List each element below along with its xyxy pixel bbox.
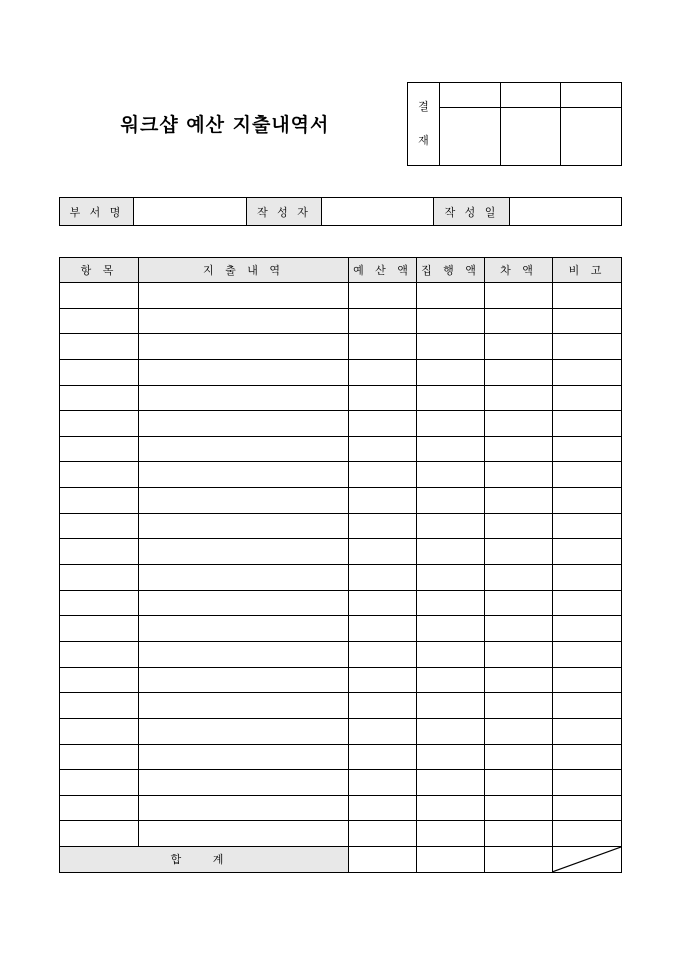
details-cell[interactable] bbox=[139, 770, 349, 796]
table-row bbox=[60, 693, 622, 719]
table-row bbox=[60, 718, 622, 744]
author-label: 작 성 자 bbox=[247, 198, 322, 226]
remarks-cell[interactable] bbox=[553, 693, 622, 719]
header-item: 항 목 bbox=[60, 258, 139, 283]
budget-cell[interactable] bbox=[349, 565, 417, 591]
remarks-cell[interactable] bbox=[553, 744, 622, 770]
difference-cell[interactable] bbox=[485, 308, 553, 334]
dept-label: 부 서 명 bbox=[60, 198, 134, 226]
details-cell[interactable] bbox=[139, 821, 349, 847]
executed-cell[interactable] bbox=[417, 462, 485, 488]
item-cell[interactable] bbox=[60, 334, 139, 360]
remarks-cell[interactable] bbox=[553, 821, 622, 847]
executed-cell[interactable] bbox=[417, 718, 485, 744]
budget-cell[interactable] bbox=[349, 411, 417, 437]
header-details: 지 출 내 역 bbox=[139, 258, 349, 283]
details-cell[interactable] bbox=[139, 308, 349, 334]
executed-cell[interactable] bbox=[417, 667, 485, 693]
table-row bbox=[60, 385, 622, 411]
executed-cell[interactable] bbox=[417, 488, 485, 514]
budget-cell[interactable] bbox=[349, 488, 417, 514]
approval-sign-2[interactable] bbox=[500, 108, 561, 166]
difference-cell[interactable] bbox=[485, 359, 553, 385]
remarks-cell[interactable] bbox=[553, 513, 622, 539]
approval-sign-1[interactable] bbox=[440, 108, 501, 166]
difference-cell[interactable] bbox=[485, 283, 553, 309]
budget-cell[interactable] bbox=[349, 334, 417, 360]
difference-cell[interactable] bbox=[485, 821, 553, 847]
table-row bbox=[60, 462, 622, 488]
remarks-cell[interactable] bbox=[553, 462, 622, 488]
total-difference[interactable] bbox=[485, 847, 553, 873]
remarks-cell[interactable] bbox=[553, 590, 622, 616]
remarks-cell[interactable] bbox=[553, 795, 622, 821]
details-cell[interactable] bbox=[139, 411, 349, 437]
difference-cell[interactable] bbox=[485, 488, 553, 514]
budget-cell[interactable] bbox=[349, 821, 417, 847]
executed-cell[interactable] bbox=[417, 565, 485, 591]
item-cell[interactable] bbox=[60, 385, 139, 411]
remarks-cell[interactable] bbox=[553, 359, 622, 385]
difference-cell[interactable] bbox=[485, 616, 553, 642]
details-cell[interactable] bbox=[139, 539, 349, 565]
item-cell[interactable] bbox=[60, 283, 139, 309]
executed-cell[interactable] bbox=[417, 436, 485, 462]
table-row bbox=[60, 795, 622, 821]
table-row bbox=[60, 334, 622, 360]
difference-cell[interactable] bbox=[485, 641, 553, 667]
budget-cell[interactable] bbox=[349, 359, 417, 385]
budget-cell[interactable] bbox=[349, 308, 417, 334]
details-cell[interactable] bbox=[139, 795, 349, 821]
budget-cell[interactable] bbox=[349, 283, 417, 309]
difference-cell[interactable] bbox=[485, 770, 553, 796]
difference-cell[interactable] bbox=[485, 539, 553, 565]
item-cell[interactable] bbox=[60, 641, 139, 667]
details-cell[interactable] bbox=[139, 744, 349, 770]
remarks-cell[interactable] bbox=[553, 718, 622, 744]
table-row bbox=[60, 616, 622, 642]
budget-cell[interactable] bbox=[349, 641, 417, 667]
difference-cell[interactable] bbox=[485, 795, 553, 821]
remarks-cell[interactable] bbox=[553, 411, 622, 437]
difference-cell[interactable] bbox=[485, 411, 553, 437]
item-cell[interactable] bbox=[60, 693, 139, 719]
remarks-cell[interactable] bbox=[553, 308, 622, 334]
table-row bbox=[60, 488, 622, 514]
approval-label bbox=[408, 83, 440, 166]
author-field[interactable] bbox=[322, 198, 434, 226]
executed-cell[interactable] bbox=[417, 795, 485, 821]
details-cell[interactable] bbox=[139, 565, 349, 591]
approval-header-2[interactable] bbox=[500, 83, 561, 108]
item-cell[interactable] bbox=[60, 411, 139, 437]
difference-cell[interactable] bbox=[485, 462, 553, 488]
details-cell[interactable] bbox=[139, 359, 349, 385]
executed-cell[interactable] bbox=[417, 693, 485, 719]
details-cell[interactable] bbox=[139, 283, 349, 309]
approval-label-2: 재 bbox=[418, 134, 429, 147]
item-cell[interactable] bbox=[60, 795, 139, 821]
details-cell[interactable] bbox=[139, 693, 349, 719]
item-cell[interactable] bbox=[60, 590, 139, 616]
table-row bbox=[60, 565, 622, 591]
item-cell[interactable] bbox=[60, 667, 139, 693]
budget-cell[interactable] bbox=[349, 616, 417, 642]
header-difference: 차 액 bbox=[485, 258, 553, 283]
difference-cell[interactable] bbox=[485, 385, 553, 411]
budget-cell[interactable] bbox=[349, 436, 417, 462]
budget-cell[interactable] bbox=[349, 718, 417, 744]
budget-cell[interactable] bbox=[349, 770, 417, 796]
budget-cell[interactable] bbox=[349, 744, 417, 770]
details-cell[interactable] bbox=[139, 462, 349, 488]
details-cell[interactable] bbox=[139, 667, 349, 693]
executed-cell[interactable] bbox=[417, 641, 485, 667]
item-cell[interactable] bbox=[60, 359, 139, 385]
table-row bbox=[60, 770, 622, 796]
executed-cell[interactable] bbox=[417, 283, 485, 309]
table-row bbox=[60, 744, 622, 770]
dept-field[interactable] bbox=[134, 198, 247, 226]
difference-cell[interactable] bbox=[485, 436, 553, 462]
budget-cell[interactable] bbox=[349, 667, 417, 693]
remarks-cell[interactable] bbox=[553, 334, 622, 360]
item-cell[interactable] bbox=[60, 488, 139, 514]
approval-header-3[interactable] bbox=[561, 83, 622, 108]
executed-cell[interactable] bbox=[417, 770, 485, 796]
budget-cell[interactable] bbox=[349, 539, 417, 565]
header-remarks: 비 고 bbox=[553, 258, 622, 283]
remarks-cell[interactable] bbox=[553, 770, 622, 796]
executed-cell[interactable] bbox=[417, 539, 485, 565]
budget-cell[interactable] bbox=[349, 693, 417, 719]
executed-cell[interactable] bbox=[417, 616, 485, 642]
details-cell[interactable] bbox=[139, 513, 349, 539]
item-cell[interactable] bbox=[60, 744, 139, 770]
table-row bbox=[60, 283, 622, 309]
item-cell[interactable] bbox=[60, 513, 139, 539]
item-cell[interactable] bbox=[60, 821, 139, 847]
budget-cell[interactable] bbox=[349, 590, 417, 616]
details-cell[interactable] bbox=[139, 641, 349, 667]
header-budget: 예 산 액 bbox=[349, 258, 417, 283]
document-title: 워크샵 예산 지출내역서 bbox=[120, 114, 330, 136]
table-row bbox=[60, 590, 622, 616]
item-cell[interactable] bbox=[60, 770, 139, 796]
difference-cell[interactable] bbox=[485, 718, 553, 744]
executed-cell[interactable] bbox=[417, 590, 485, 616]
budget-cell[interactable] bbox=[349, 462, 417, 488]
details-cell[interactable] bbox=[139, 590, 349, 616]
total-remarks-slash bbox=[553, 847, 622, 873]
remarks-cell[interactable] bbox=[553, 565, 622, 591]
executed-cell[interactable] bbox=[417, 334, 485, 360]
difference-cell[interactable] bbox=[485, 513, 553, 539]
remarks-cell[interactable] bbox=[553, 488, 622, 514]
table-row bbox=[60, 641, 622, 667]
remarks-cell[interactable] bbox=[553, 385, 622, 411]
header-executed: 집 행 액 bbox=[417, 258, 485, 283]
date-label: 작 성 일 bbox=[434, 198, 510, 226]
approval-box bbox=[407, 82, 622, 166]
expense-table bbox=[59, 257, 622, 873]
item-cell[interactable] bbox=[60, 308, 139, 334]
details-cell[interactable] bbox=[139, 334, 349, 360]
details-cell[interactable] bbox=[139, 718, 349, 744]
item-cell[interactable] bbox=[60, 539, 139, 565]
difference-cell[interactable] bbox=[485, 590, 553, 616]
table-row bbox=[60, 436, 622, 462]
remarks-cell[interactable] bbox=[553, 667, 622, 693]
executed-cell[interactable] bbox=[417, 308, 485, 334]
executed-cell[interactable] bbox=[417, 385, 485, 411]
table-row bbox=[60, 513, 622, 539]
table-row bbox=[60, 359, 622, 385]
item-cell[interactable] bbox=[60, 616, 139, 642]
total-budget[interactable] bbox=[349, 847, 417, 873]
details-cell[interactable] bbox=[139, 488, 349, 514]
budget-cell[interactable] bbox=[349, 385, 417, 411]
executed-cell[interactable] bbox=[417, 744, 485, 770]
executed-cell[interactable] bbox=[417, 359, 485, 385]
item-cell[interactable] bbox=[60, 436, 139, 462]
remarks-cell[interactable] bbox=[553, 539, 622, 565]
table-row bbox=[60, 667, 622, 693]
total-label: 합 계 bbox=[60, 847, 349, 873]
difference-cell[interactable] bbox=[485, 667, 553, 693]
executed-cell[interactable] bbox=[417, 513, 485, 539]
approval-label-1: 결 bbox=[418, 100, 429, 113]
budget-cell[interactable] bbox=[349, 795, 417, 821]
info-row bbox=[59, 197, 622, 226]
item-cell[interactable] bbox=[60, 718, 139, 744]
table-row bbox=[60, 308, 622, 334]
approval-sign-3[interactable] bbox=[561, 108, 622, 166]
difference-cell[interactable] bbox=[485, 565, 553, 591]
executed-cell[interactable] bbox=[417, 411, 485, 437]
remarks-cell[interactable] bbox=[553, 283, 622, 309]
approval-header-1[interactable] bbox=[440, 83, 501, 108]
details-cell[interactable] bbox=[139, 616, 349, 642]
table-row bbox=[60, 539, 622, 565]
table-row bbox=[60, 821, 622, 847]
details-cell[interactable] bbox=[139, 436, 349, 462]
details-cell[interactable] bbox=[139, 385, 349, 411]
difference-cell[interactable] bbox=[485, 744, 553, 770]
remarks-cell[interactable] bbox=[553, 641, 622, 667]
table-row bbox=[60, 411, 622, 437]
budget-cell[interactable] bbox=[349, 513, 417, 539]
item-cell[interactable] bbox=[60, 462, 139, 488]
difference-cell[interactable] bbox=[485, 334, 553, 360]
total-executed[interactable] bbox=[417, 847, 485, 873]
date-field[interactable] bbox=[510, 198, 622, 226]
remarks-cell[interactable] bbox=[553, 616, 622, 642]
remarks-cell[interactable] bbox=[553, 436, 622, 462]
item-cell[interactable] bbox=[60, 565, 139, 591]
executed-cell[interactable] bbox=[417, 821, 485, 847]
difference-cell[interactable] bbox=[485, 693, 553, 719]
